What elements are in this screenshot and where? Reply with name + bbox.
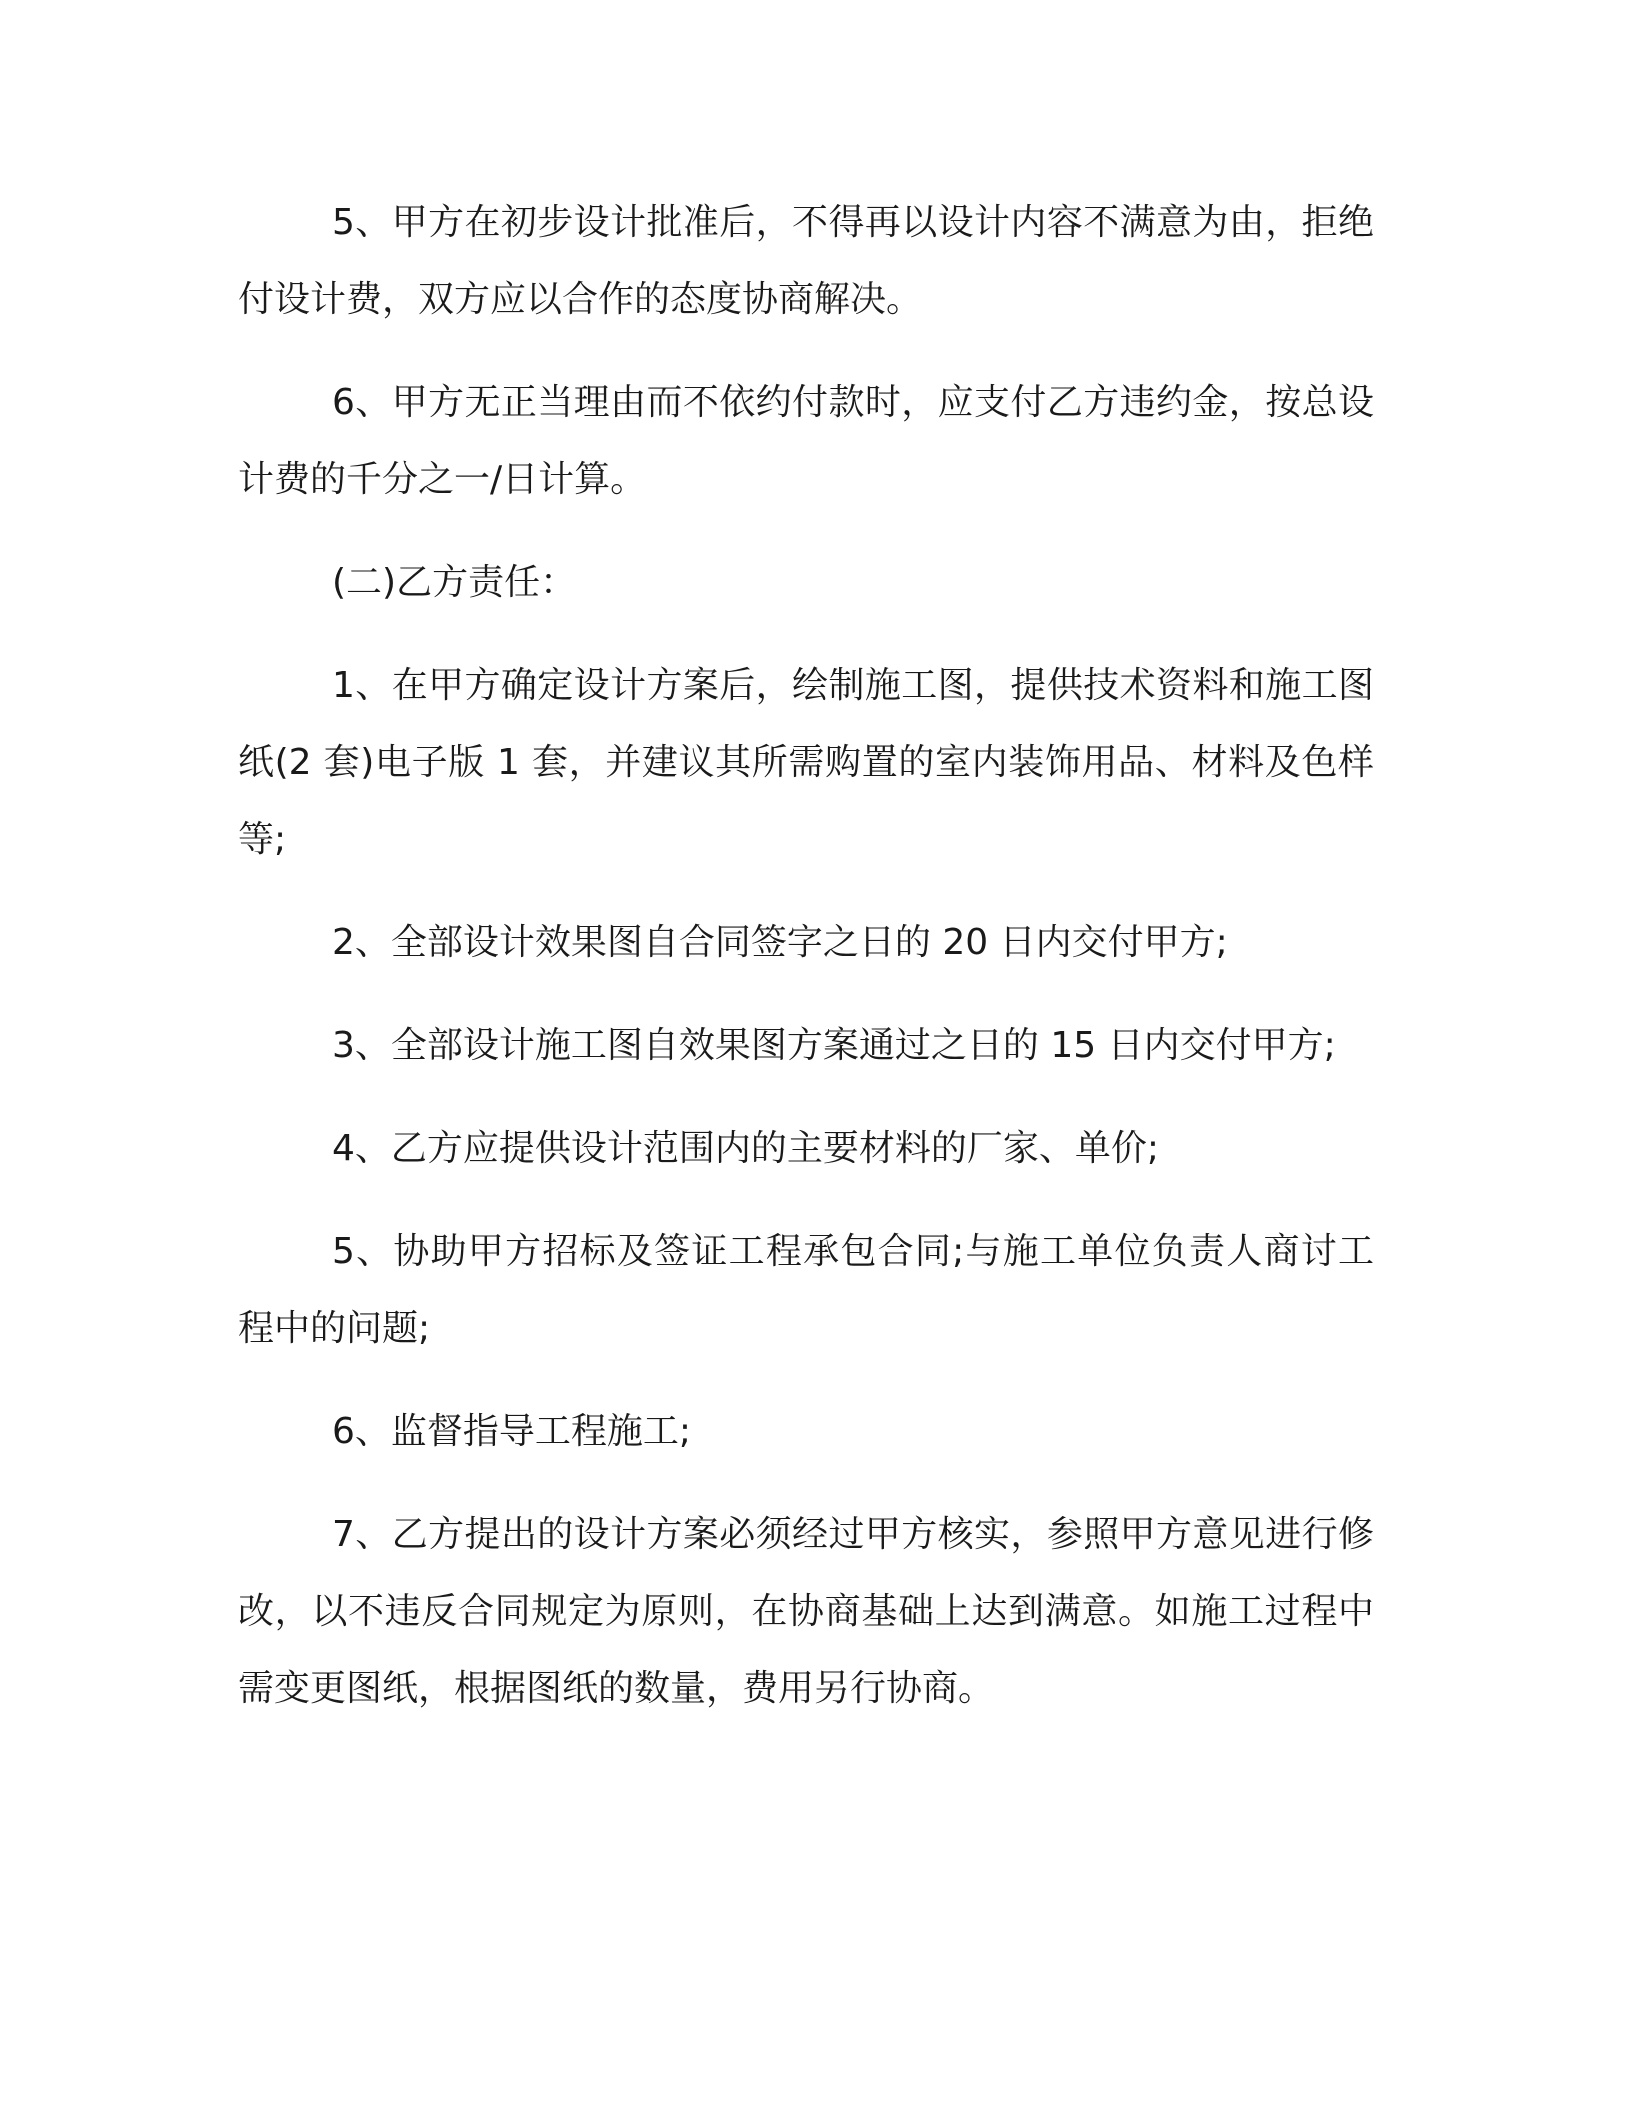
paragraph-party-b-item-5: 5、协助甲方招标及签证工程承包合同;与施工单位负责人商讨工程中的问题; [238,1231,1374,1349]
paragraph-party-b-item-4: 4、乙方应提供设计范围内的主要材料的厂家、单价; [332,1128,1160,1169]
paragraph-party-a-item-6: 6、甲方无正当理由而不依约付款时，应支付乙方违约金，按总设计费的千分之一/日计算。 [238,382,1374,500]
document-body [238,184,1374,1753]
paragraph-party-b-item-1: 1、在甲方确定设计方案后，绘制施工图，提供技术资料和施工图纸(2 套)电子版 1 套，并建议其所需购置的室内装饰用品、材料及色样等; [238,665,1374,860]
paragraph-party-a-item-5: 5、甲方在初步设计批准后，不得再以设计内容不满意为由，拒绝付设计费，双方应以合作的态度协商解决。 [238,202,1374,320]
paragraph-party-b-item-6: 6、监督指导工程施工; [332,1411,692,1452]
paragraph-party-b-item-3: 3、全部设计施工图自效果图方案通过之日的 15 日内交付甲方; [332,1025,1336,1066]
section-heading-party-b-duties: (二)乙方责任： [332,562,577,603]
paragraph-party-b-item-7: 7、乙方提出的设计方案必须经过甲方核实，参照甲方意见进行修改，以不违反合同规定为原则，在协商基础上达到满意。如施工过程中需变更图纸，根据图纸的数量，费用另行协商。 [238,1514,1374,1709]
paragraph-party-b-item-2: 2、全部设计效果图自合同签字之日的 20 日内交付甲方; [332,922,1228,963]
